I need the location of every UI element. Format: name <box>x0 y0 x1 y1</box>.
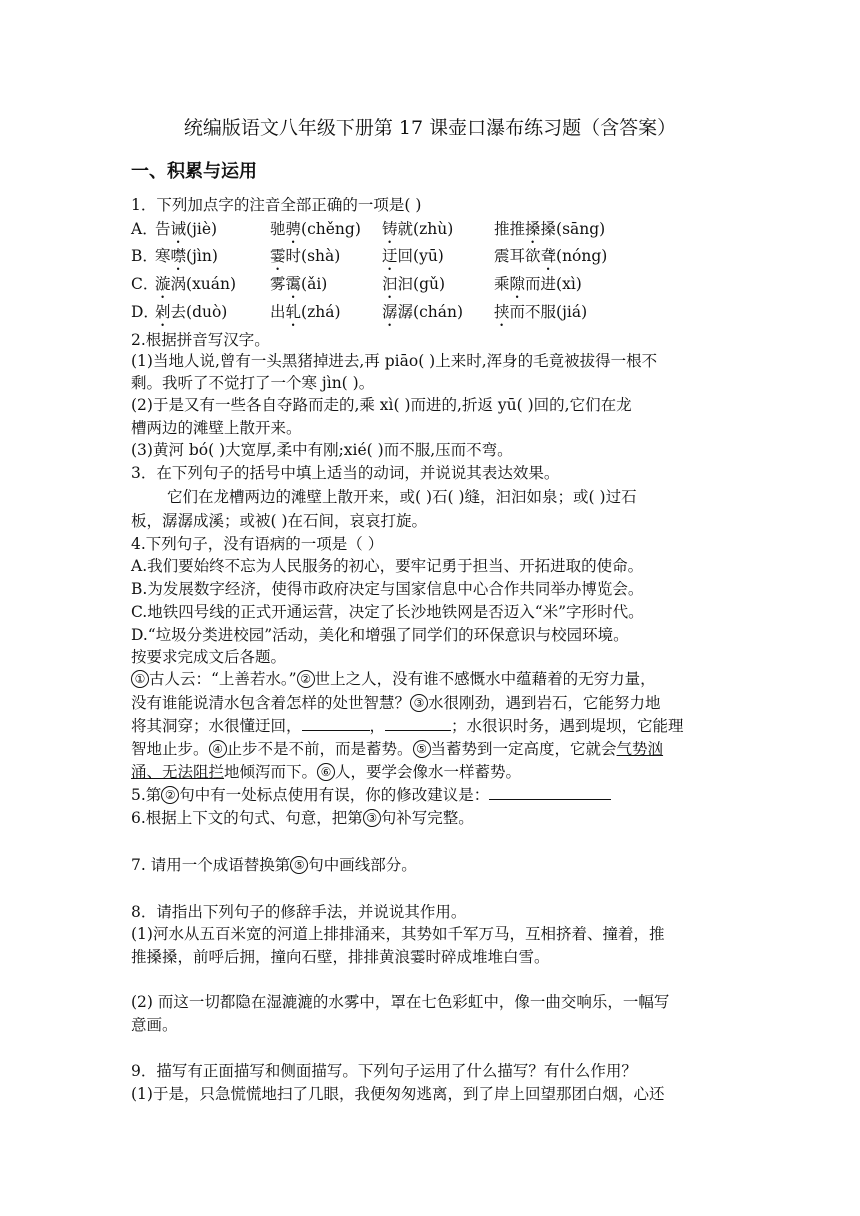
passage-line <box>131 739 663 759</box>
passage-text: 古人云：“上善若水。” <box>149 670 297 688</box>
q5 <box>131 785 611 805</box>
q1-option-item <box>155 302 227 330</box>
q4-option-c: C.地铁四号线的正式开通运营，决定了长沙地铁网是否迈入“米”字形时代。 <box>131 603 644 621</box>
q1-option-item <box>270 274 327 302</box>
passage-text: 将其洞穿；水很懂迂回， <box>131 717 302 735</box>
dotted-character: 骋 <box>285 220 302 238</box>
q6 <box>131 808 474 828</box>
q3-stem: 3．在下列句子的括号中填上适当的动词，并说说其表达效果。 <box>131 464 560 482</box>
q4-option-b: B.为发展数字经济，使得市政府决定与国家信息中心合作共同举办博览会。 <box>131 580 644 598</box>
dotted-character: 潺 <box>382 303 398 321</box>
q2-line: 剩。我听了不觉打了一个寒 jìn( )。 <box>131 374 375 392</box>
q9-line: (1)于是，只急慌慌地扫了几眼，我便匆匆逃离，到了岸上回望那团白烟，心还 <box>131 1085 665 1103</box>
dotted-character: 霎 <box>270 247 286 265</box>
item-text: 汩(gǔ) <box>397 275 446 293</box>
item-text: 潺(chán) <box>397 303 463 321</box>
item-text: 时(shà) <box>285 247 341 265</box>
q2-line: 槽两边的滩壁上散开来。 <box>131 419 302 437</box>
passage-intro: 按要求完成文后各题。 <box>131 648 287 666</box>
item-text: 涡(xuán) <box>170 275 237 293</box>
dotted-character: 聋 <box>540 247 557 265</box>
dotted-character: 漩 <box>155 275 171 293</box>
passage-line <box>131 693 661 713</box>
q8-line: (1)河水从五百米宽的河道上排排涌来，其势如千军万马，互相挤着、撞着，推 <box>131 925 665 943</box>
q8-stem: 8．请指出下列句子的修辞手法，并说说其作用。 <box>131 903 467 921</box>
q2-stem: 2.根据拼音写汉字。 <box>131 331 270 349</box>
q5-text: 5.第 <box>131 786 162 804</box>
item-text: 而不服(jiá) <box>509 303 588 321</box>
q1-option-label: B． <box>131 247 158 265</box>
q3-line: 板，潺潺成溪；或被( )在石间，哀哀打旋。 <box>131 512 428 530</box>
q1-option-item <box>270 302 341 330</box>
item-text: 回(yū) <box>397 247 444 265</box>
item-text: 搡(sāng) <box>540 220 606 238</box>
q1-option-item <box>155 274 236 302</box>
item-text: (nóng) <box>556 247 608 265</box>
q1-option-item <box>382 246 444 274</box>
q7 <box>131 855 417 875</box>
dotted-character: 噤 <box>170 247 187 265</box>
q1-option-item <box>494 302 587 330</box>
item-text: (jìn) <box>186 247 218 265</box>
q3-line: 它们在龙槽两边的滩壁上散开来，或( )石( )缝，汩汩如泉；或( )过石 <box>167 488 637 506</box>
q8-line: (2) 而这一切都隐在湿漉漉的水雾中，罩在七色彩虹中，像一曲交响乐，一幅写 <box>131 993 670 1011</box>
answer-blank[interactable] <box>302 716 370 731</box>
q1-option-label: D． <box>131 303 159 321</box>
q5-text: 句中有一处标点使用有误，你的修改建议是： <box>179 786 490 804</box>
q1-option-item <box>494 246 607 274</box>
q1-option-label: C． <box>131 275 159 293</box>
passage-text: ， <box>369 717 386 735</box>
item-text: 告 <box>155 220 171 238</box>
passage-line <box>131 716 684 736</box>
q1-option-item <box>494 219 605 247</box>
passage-text: 智地止步。 <box>131 740 209 758</box>
item-text: (zhá) <box>301 303 341 321</box>
q1-option-item <box>382 274 445 302</box>
q1-option-item <box>270 219 361 247</box>
passage-line <box>131 762 521 782</box>
q7-text: 句中画线部分。 <box>308 856 417 874</box>
q2-line: (1)当地人说,曾有一头黑猪掉进去,再 piāo( )上来时,浑身的毛竟被拔得一根不 <box>131 352 658 370</box>
circled-number: ⑥ <box>317 763 335 781</box>
item-text: 驰 <box>270 220 286 238</box>
q9-stem: 9．描写有正面描写和侧面描写。下列句子运用了什么描写？有什么作用？ <box>131 1062 637 1080</box>
circled-number: ② <box>161 786 179 804</box>
item-text: 推推 <box>494 220 526 238</box>
q6-text: 句补写完整。 <box>380 809 474 827</box>
q7-text: 7. 请用一个成语替换第 <box>131 856 291 874</box>
q4-option-a: A.我们要始终不忘为人民服务的初心，要牢记勇于担当、开拓进取的使命。 <box>131 557 644 575</box>
dotted-character: 挟 <box>494 303 510 321</box>
q1-option-label: A． <box>131 220 158 238</box>
circled-number: ⑤ <box>413 740 431 758</box>
item-text: 就(zhù) <box>397 220 454 238</box>
circled-number: ③ <box>363 809 381 827</box>
item-text: (chěng) <box>301 220 361 238</box>
q1-stem: 1．下列加点字的注音全部正确的一项是( ) <box>131 196 422 214</box>
passage-text: 当蓄势到一定高度，它就会 <box>430 740 617 758</box>
q1-option-item <box>155 246 218 274</box>
item-text: 雾 <box>270 275 286 293</box>
q4-option-d: D.“垃圾分类进校园”活动，美化和增强了同学们的环保意识与校园环境。 <box>131 626 629 644</box>
item-text: 出 <box>270 303 286 321</box>
dotted-character: 隙 <box>509 275 526 293</box>
passage-text: 止步不是不前，而是蓄势。 <box>226 740 413 758</box>
q8-line: 推搡搡，前呼后拥，撞向石壁，排排黄浪霎时碎成堆堆白雪。 <box>131 948 550 966</box>
dotted-character: 剁 <box>155 303 171 321</box>
page-title: 统编版语文八年级下册第 17 课壶口瀑布练习题（含答案） <box>183 117 677 139</box>
q2-line: (3)黄河 bó( )大宽厚,柔中有刚;xié( )而不服,压而不弯。 <box>131 441 513 459</box>
dotted-character: 铸 <box>382 220 398 238</box>
circled-number: ⑤ <box>290 856 308 874</box>
answer-blank[interactable] <box>489 785 611 800</box>
passage-text: 没有谁能说清水包含着怎样的处世智慧？ <box>131 694 411 712</box>
circled-number: ② <box>297 670 315 688</box>
passage-text: 水很刚劲，遇到岩石，它能努力地 <box>428 694 661 712</box>
q1-option-item <box>155 219 217 247</box>
answer-blank[interactable] <box>385 716 451 731</box>
passage-text: 地倾泻而下。 <box>224 763 318 781</box>
q8-line: 意画。 <box>131 1016 178 1034</box>
dotted-character: 轧 <box>285 303 302 321</box>
q2-line: (2)于是又有一些各自夺路而走的,乘 xì( )而进的,折返 yū( )回的,它们在龙 <box>131 396 632 414</box>
underlined-phrase: 气势汹 <box>616 740 664 758</box>
dotted-character: 霭 <box>285 275 302 293</box>
dotted-character: 搡 <box>525 220 541 238</box>
item-text: 去(duò) <box>170 303 228 321</box>
dotted-character: 迂 <box>382 247 398 265</box>
underlined-phrase: 涌、无法阻拦 <box>131 763 225 781</box>
passage-text: 世上之人，没有谁不感慨水中蕴藉着的无穷力量， <box>314 670 656 688</box>
q1-option-item <box>382 302 463 330</box>
item-text: (jiè) <box>186 220 218 238</box>
circled-number: ④ <box>209 740 227 758</box>
q4-stem: 4.下列句子，没有语病的一项是（ ） <box>131 535 384 553</box>
item-text: 震耳欲 <box>494 247 541 265</box>
item-text: (ǎi) <box>301 275 328 293</box>
item-text: 乘 <box>494 275 510 293</box>
circled-number: ③ <box>410 694 428 712</box>
item-text: 寒 <box>155 247 171 265</box>
section-heading: 一、积累与运用 <box>131 161 257 182</box>
q1-option-item <box>270 246 340 274</box>
q1-option-item <box>494 274 582 302</box>
q6-text: 6.根据上下文的句式、句意，把第 <box>131 809 363 827</box>
passage-line <box>131 669 656 689</box>
circled-number: ① <box>131 670 149 688</box>
passage-text: 人，要学会像水一样蓄势。 <box>335 763 522 781</box>
item-text: 而进(xì) <box>525 275 582 293</box>
q1-option-item <box>382 219 453 247</box>
dotted-character: 诫 <box>170 220 187 238</box>
passage-text: ；水很识时务，遇到堤坝，它能理 <box>451 717 684 735</box>
dotted-character: 汩 <box>382 275 398 293</box>
